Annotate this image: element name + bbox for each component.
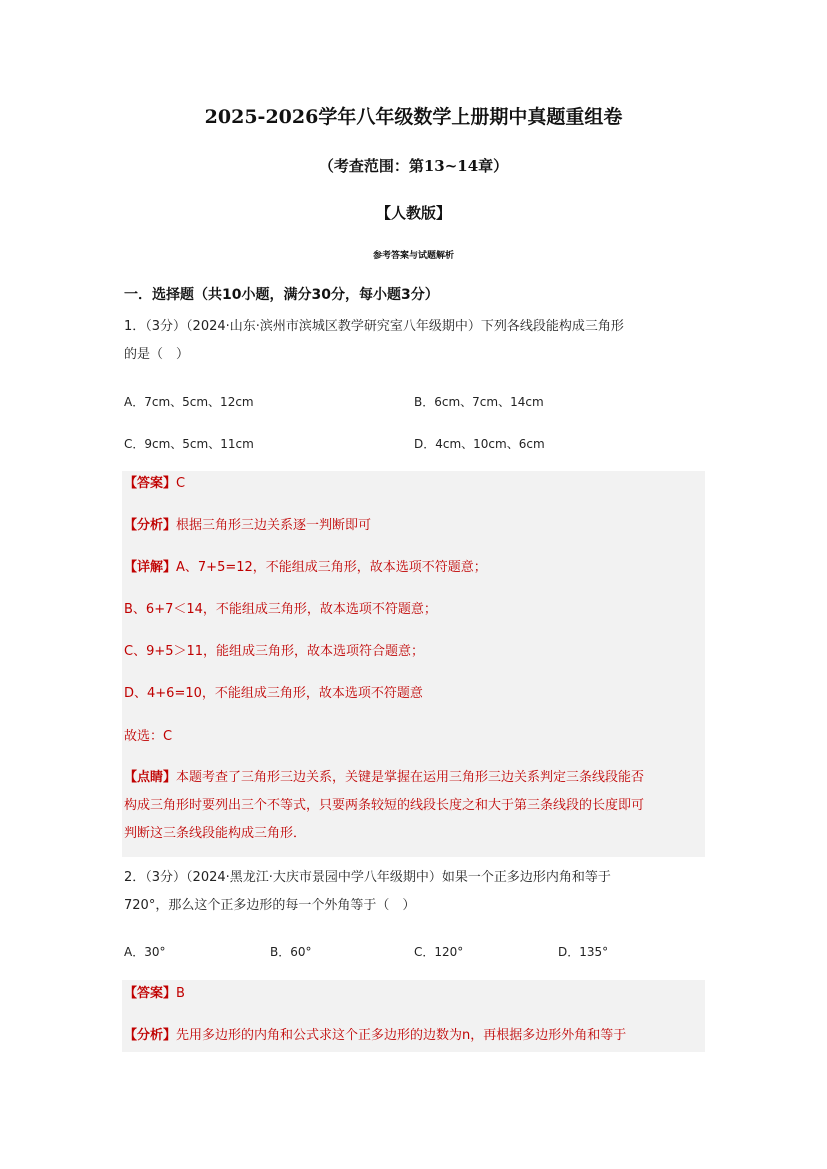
question-1-option-d: D．4cm、10cm、6cm <box>414 437 545 451</box>
reference-heading: 参考答案与试题解析 <box>372 251 454 261</box>
detail-text-a: A、7+5=12，不能组成三角形，故本选项不符题意； <box>176 560 487 575</box>
question-2-line-1: 2．（3分）（2024·黑龙江·大庆市景园中学八年级期中）如果一个正多边形内角和等于 <box>124 870 611 885</box>
question-1-choice: 故选：C <box>124 729 173 744</box>
question-2-option-a: A．30° <box>124 945 166 959</box>
question-2-line-2: 720°，那么这个正多边形的每一个外角等于（ ） <box>124 898 416 913</box>
question-1-answer <box>124 470 704 498</box>
question-2-option-c: C．120° <box>414 945 464 959</box>
analysis-text: 先用多边形的内角和公式求这个正多边形的边数为n，再根据多边形外角和等于 <box>176 1028 627 1043</box>
page-title: 2025-2026学年八年级数学上册期中真题重组卷 <box>204 106 623 128</box>
question-1-option-b: B．6cm、7cm、14cm <box>414 395 544 409</box>
comment-line-2: 构成三角形时要列出三个不等式，只要两条较短的线段长度之和大于第三条线段的长度即可 <box>124 798 645 813</box>
analysis-text: 根据三角形三边关系逐一判断即可 <box>176 518 372 533</box>
section-heading: 一．选择题（共10小题，满分30分，每小题3分） <box>124 287 439 303</box>
question-1-comment <box>124 764 704 848</box>
detail-tag: 【详解】 <box>124 560 177 575</box>
comment-line-1 <box>124 764 704 792</box>
question-2-stem <box>124 864 709 920</box>
analysis-tag: 【分析】 <box>124 1028 177 1043</box>
question-1-line-1: 1．（3分）（2024·山东·滨州市滨城区教学研究室八年级期中）下列各线段能构成三角形 <box>124 319 624 334</box>
question-2-option-d: D．135° <box>558 945 609 959</box>
question-1-option-a: A．7cm、5cm、12cm <box>124 395 254 409</box>
comment-tag: 【点睛】 <box>124 770 177 785</box>
answer-tag: 【答案】 <box>124 986 177 1001</box>
question-1-analysis <box>124 512 704 540</box>
answer-tag: 【答案】 <box>124 476 177 491</box>
question-1-detail-d: D、4+6=10，不能组成三角形，故本选项不符题意 <box>124 686 423 701</box>
exam-scope: （考查范围：第13~14章） <box>318 157 509 175</box>
question-1-option-c: C．9cm、5cm、11cm <box>124 437 254 451</box>
question-1-detail-a <box>124 554 704 582</box>
question-1-line-2: 的是（ ） <box>124 347 190 362</box>
question-2-analysis <box>124 1022 704 1050</box>
answer-value: B <box>176 986 185 1001</box>
analysis-tag: 【分析】 <box>124 518 177 533</box>
question-1-detail-c: C、9+5＞11，能组成三角形，故本选项符合题意； <box>124 644 425 659</box>
question-1-stem <box>124 313 709 369</box>
edition-label: 【人教版】 <box>375 204 451 222</box>
question-2-answer <box>124 980 704 1008</box>
comment-line-3: 判断这三条线段能构成三角形． <box>124 826 307 841</box>
question-1-detail-b: B、6+7＜14，不能组成三角形，故本选项不符题意； <box>124 602 437 617</box>
comment-text-1: 本题考查了三角形三边关系，关键是掌握在运用三角形三边关系判定三条线段能否 <box>176 770 645 785</box>
question-2-option-b: B．60° <box>270 945 312 959</box>
answer-value: C <box>176 476 186 491</box>
